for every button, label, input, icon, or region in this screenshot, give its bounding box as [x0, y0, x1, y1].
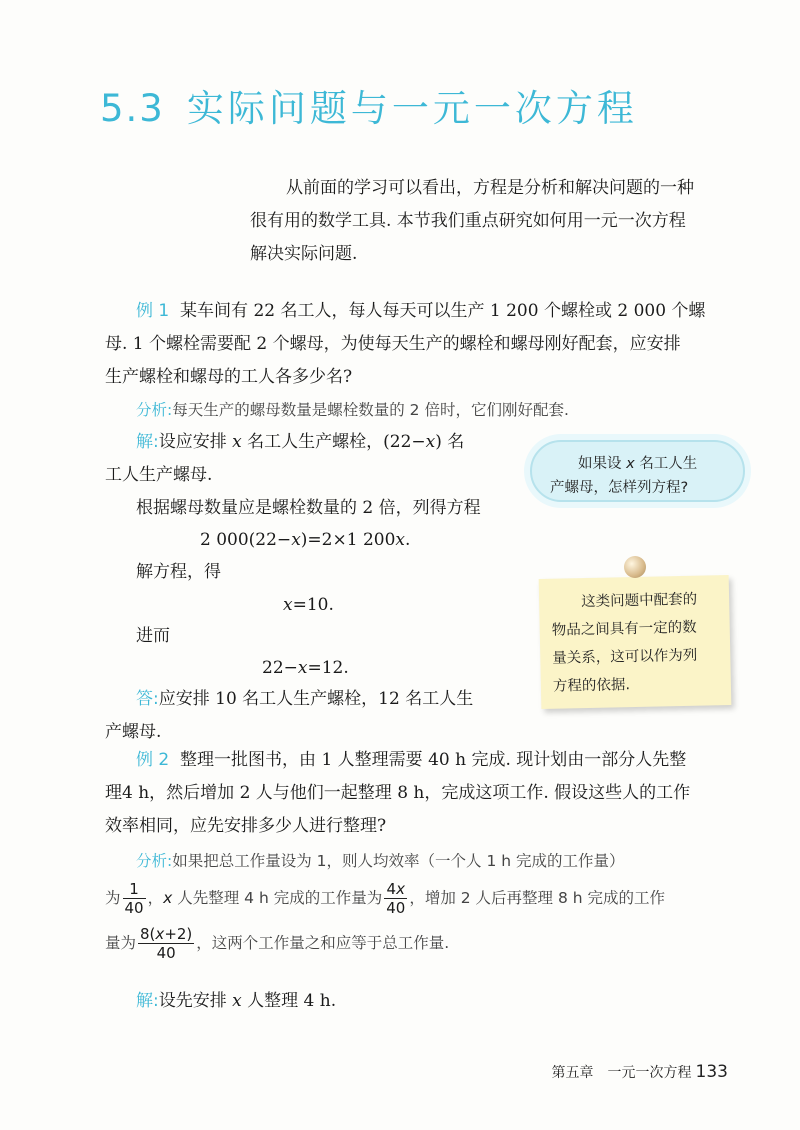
example-1-analysis [136, 398, 756, 422]
example-1-text: 母. 1 个螺栓需要配 2 个螺母，为使每天生产的螺栓和螺母刚好配套，应安排 [105, 334, 681, 354]
equation-part: . [404, 530, 411, 550]
pushpin-icon [624, 556, 646, 578]
solution-text: 工人生产螺母. [105, 465, 213, 485]
solve-text: 解方程，得 [136, 562, 221, 582]
fraction-numerator [138, 925, 194, 944]
example-1-answer [105, 683, 525, 749]
answer-text: 产螺母. [105, 722, 162, 742]
example-2-solution [136, 985, 336, 1018]
intro-paragraph [250, 172, 740, 271]
numerator-part: +2) [164, 925, 193, 943]
solution-text: 根据螺母数量应是螺栓数量的 2 倍，列得方程 [136, 498, 481, 518]
cloud-text: 如果设 [578, 456, 622, 472]
analysis-text: 为 [105, 889, 121, 907]
then-text: 进而 [136, 626, 170, 646]
solution-text: 人整理 4 h. [247, 991, 337, 1011]
fraction-numerator [384, 880, 407, 899]
note-text: 方程的依据. [552, 677, 631, 695]
solution-text: 名工人生产螺栓，(22− [247, 432, 426, 452]
answer-text: 应安排 10 名工人生产螺栓，12 名工人生 [158, 689, 474, 709]
fraction-denominator: 40 [124, 899, 144, 917]
cloud-text: 名工人生 [639, 456, 698, 472]
equation-part: )=2×1 200 [300, 530, 396, 550]
numerator-part: 8( [140, 925, 156, 943]
variable-x: x [232, 432, 242, 452]
solution-label: 解: [136, 991, 159, 1011]
variable-x: x [395, 530, 405, 550]
analysis-label: 分析: [136, 852, 173, 870]
variable-x: x [297, 658, 308, 678]
equation-2 [283, 589, 334, 622]
note-text: 物品之间具有一定的数 [551, 619, 697, 639]
note-text: 量关系，这可以作为列 [552, 647, 698, 667]
example-1-problem [105, 295, 745, 394]
page-footer [552, 1062, 728, 1082]
analysis-text: ，这两个工作量之和应等于总工作量. [196, 934, 450, 952]
equation-part: =10. [292, 595, 334, 615]
fraction-numerator: 1 [123, 880, 146, 899]
section-title-text: 实际问题与一元一次方程 [186, 87, 638, 130]
sticky-note [539, 575, 732, 709]
equation-part: 2 000(22− [200, 530, 292, 550]
analysis-text: 人先整理 4 h 完成的工作量为 [177, 889, 383, 907]
example-1-solution [105, 426, 525, 525]
analysis-text: ，增加 2 人后再整理 8 h 完成的工作 [409, 889, 665, 907]
example-2-label: 例 2 [136, 750, 170, 770]
variable-x: x [155, 925, 165, 943]
example-1-text: 生产螺栓和螺母的工人各多少名? [105, 367, 353, 387]
variable-x: x [232, 991, 242, 1011]
analysis-label: 分析: [136, 401, 173, 419]
chapter-label: 第五章 一元一次方程 [551, 1065, 692, 1081]
example-1-label: 例 1 [136, 301, 170, 321]
example-2-text: 整理一批图书，由 1 人整理需要 40 h 完成. 现计划由一部分人先整 [180, 750, 687, 770]
intro-line: 从前面的学习可以看出，方程是分析和解决问题的一种 [286, 178, 694, 198]
intro-line: 很有用的数学工具. 本节我们重点研究如何用一元一次方程 [250, 211, 686, 231]
answer-label: 答: [136, 689, 159, 709]
example-1-text: 某车间有 22 名工人，每人每天可以生产 1 200 个螺栓或 2 000 个螺 [180, 301, 706, 321]
variable-x: x [163, 889, 173, 907]
equation-1 [200, 524, 410, 557]
solution-text: ) 名 [435, 432, 465, 452]
variable-x: x [425, 432, 436, 452]
equation-3 [262, 652, 349, 685]
analysis-text: 如果把总工作量设为 1，则人均效率（一个人 1 h 完成的工作量） [172, 852, 625, 870]
analysis-text: ， [147, 889, 164, 907]
fraction-denominator: 40 [156, 944, 176, 962]
example-2-text: 效率相同，应先安排多少人进行整理? [105, 816, 387, 836]
variable-x: x [291, 530, 301, 550]
numerator-part: 4 [386, 880, 397, 898]
equation-part: 22− [262, 658, 298, 678]
cloud-text: 产螺母，怎样列方程? [550, 480, 689, 496]
variable-x: x [396, 880, 405, 898]
variable-x: x [283, 595, 293, 615]
section-title [100, 78, 638, 132]
page-number: 133 [695, 1062, 728, 1082]
variable-x: x [626, 456, 635, 472]
fraction-denominator: 40 [386, 899, 406, 917]
solution-text: 设应安排 [158, 432, 227, 452]
analysis-text: 每天生产的螺母数量是螺栓数量的 2 倍时，它们刚好配套. [172, 401, 569, 419]
example-2-problem [105, 744, 745, 843]
thought-cloud [530, 440, 745, 502]
example-2-text: 理4 h，然后增加 2 人与他们一起整理 8 h，完成这项工作. 假设这些人的工作 [105, 783, 691, 803]
analysis-text: 量为 [105, 934, 137, 952]
solution-label: 解: [136, 432, 159, 452]
fraction-8x2-40 [138, 925, 194, 962]
intro-line: 解决实际问题. [250, 244, 358, 264]
solution-text: 设先安排 [158, 991, 227, 1011]
section-number: 5.3 [100, 87, 165, 130]
example-2-analysis [105, 848, 745, 962]
fraction-4x-40 [384, 880, 407, 917]
note-text: 这类问题中配套的 [580, 591, 698, 611]
fraction-1-40 [123, 880, 146, 917]
equation-part: =12. [307, 658, 349, 678]
